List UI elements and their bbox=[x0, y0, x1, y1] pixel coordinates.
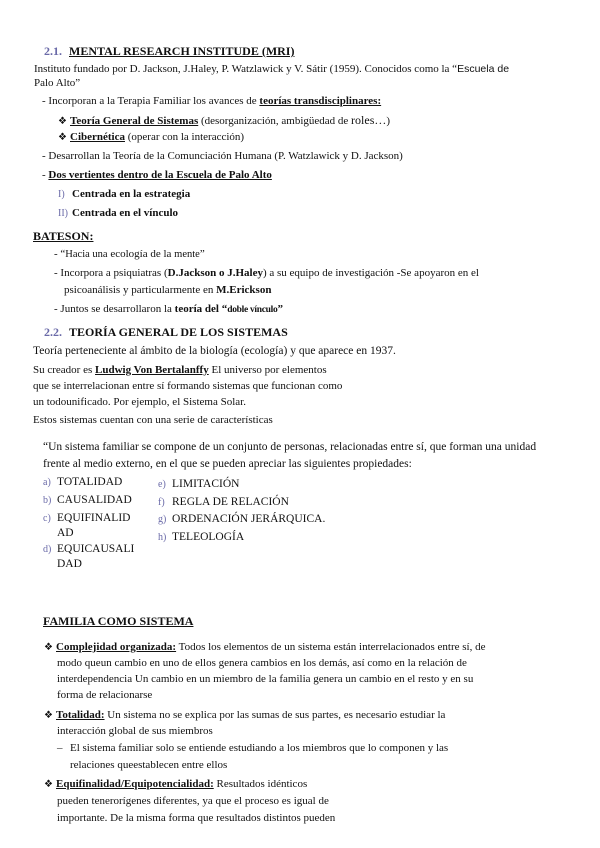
diamond-bullet-icon: ❖ bbox=[58, 116, 67, 127]
property-g: g) ORDENACIÓN JERÁRQUICA. bbox=[158, 513, 326, 525]
dash-bullet: – bbox=[57, 742, 63, 754]
property-d-cont: DAD bbox=[57, 558, 82, 570]
bateson-heading: BATESON: bbox=[33, 229, 94, 243]
equifinalidad-line-3: importante. De la misma forma que resultados distintos pueden bbox=[57, 812, 336, 824]
property-e: e) LIMITACIÓN bbox=[158, 478, 240, 490]
familia-heading: FAMILIA COMO SISTEMA bbox=[43, 614, 194, 628]
section-2-1-heading bbox=[44, 45, 294, 57]
quote-line-1: “Un sistema familiar se compone de un conjunto de personas, relacionadas entre sí, que forman una unidad bbox=[43, 441, 537, 453]
tgs-para-1: Teoría perteneciente al ámbito de la biología (ecología) y que aparece en 1937. bbox=[33, 345, 396, 357]
quote-line-2: frente al medio externo, en el que se pueden apreciar las siguientes propiedades: bbox=[43, 458, 412, 470]
intro-line-1: Instituto fundado por D. Jackson, J.Haley, P. Watzlawick y V. Sátir (1959). Conocidos como la “Escuela de bbox=[34, 63, 510, 75]
property-b: b) CAUSALIDAD bbox=[43, 494, 132, 506]
complejidad-line-3: interdependencia Un cambio en un miembro de la familia genera un cambio en el resto y en su bbox=[57, 673, 474, 685]
section-number: 2.1. bbox=[44, 44, 62, 58]
property-h: h) TELEOLOGÍA bbox=[158, 531, 245, 543]
property-c: c) EQUIFINALID bbox=[43, 512, 131, 524]
bateson-line-4: - Juntos se desarrollaron la teoría del “doble vínculo” bbox=[54, 303, 283, 315]
totalidad-line-1: ❖ Totalidad: Un sistema no se explica por las sumas de sus partes, es necesario estudiar la bbox=[44, 709, 446, 721]
sub-bullet-cibernetica: ❖ Cibernética (operar con la interacción) bbox=[58, 131, 245, 143]
bateson-line-2: - Incorpora a psiquiatras (D.Jackson o J.Haley) a su equipo de investigación -Se apoyaron en el bbox=[54, 267, 479, 279]
tgs-para-3: que se interrelacionan entre sí formando sistemas que funcionan como bbox=[33, 380, 343, 392]
diamond-bullet-icon: ❖ bbox=[58, 132, 67, 143]
property-f: f) REGLA DE RELACIÓN bbox=[158, 496, 289, 508]
diamond-bullet-icon: ❖ bbox=[44, 642, 53, 653]
complejidad-line-2: modo queun cambio en uno de ellos genera cambios en los demás, así como en la relación de bbox=[57, 657, 467, 669]
property-a: a) TOTALIDAD bbox=[43, 476, 123, 488]
diamond-bullet-icon: ❖ bbox=[44, 710, 53, 721]
totalidad-line-4: relaciones queestablecen entre ellos bbox=[70, 759, 228, 771]
complejidad-line-1: ❖ Complejidad organizada: Todos los elementos de un sistema están interrelacionados entre sí, de bbox=[44, 641, 486, 653]
bateson-line-1: - “Hacia una ecología de la mente” bbox=[54, 248, 205, 260]
diamond-bullet-icon: ❖ bbox=[44, 779, 53, 790]
property-c-cont: AD bbox=[57, 527, 74, 539]
equifinalidad-line-1: ❖ Equifinalidad/Equipotencialidad: Resultados idénticos bbox=[44, 778, 308, 790]
intro-line-2: Palo Alto” bbox=[34, 77, 81, 89]
section-2-2-heading bbox=[44, 326, 288, 338]
equifinalidad-line-2: pueden tenerorígenes diferentes, ya que el proceso es igual de bbox=[57, 795, 329, 807]
vertiente-2: II) Centrada en el vínculo bbox=[58, 207, 179, 219]
bateson-line-3: psicoanálisis y particularmente en M.Erickson bbox=[64, 284, 272, 296]
section-title: MENTAL RESEARCH INSTITUDE (MRI) bbox=[69, 44, 295, 58]
section-number: 2.2. bbox=[44, 325, 62, 339]
tgs-para-4: un todounificado. Por ejemplo, el Sistema Solar. bbox=[33, 396, 246, 408]
totalidad-line-3: – El sistema familiar solo se entiende estudiando a los miembros que lo componen y las bbox=[57, 742, 449, 754]
tgs-para-5: Estos sistemas cuentan con una serie de características bbox=[33, 414, 273, 426]
vertiente-1: I) Centrada en la estrategia bbox=[58, 188, 191, 200]
bullet-transdisciplinares: - Incorporan a la Terapia Familiar los avances de teorías transdisciplinares: bbox=[42, 95, 382, 107]
bullet-comunicacion: - Desarrollan la Teoría de la Comunciación Humana (P. Watzlawick y D. Jackson) bbox=[42, 150, 403, 162]
sub-bullet-tgs: ❖ Teoría General de Sistemas (desorganización, ambigüedad de roles…) bbox=[58, 113, 391, 127]
tgs-para-2: Su creador es Ludwig Von Bertalanffy El universo por elementos bbox=[33, 364, 327, 376]
section-title: TEORÍA GENERAL DE LOS SISTEMAS bbox=[69, 325, 288, 339]
bullet-vertientes: - Dos vertientes dentro de la Escuela de Palo Alto bbox=[42, 169, 272, 181]
totalidad-line-2: interacción global de sus miembros bbox=[57, 725, 213, 737]
property-d: d) EQUICAUSALI bbox=[43, 543, 135, 555]
complejidad-line-4: forma de relacionarse bbox=[57, 689, 153, 701]
